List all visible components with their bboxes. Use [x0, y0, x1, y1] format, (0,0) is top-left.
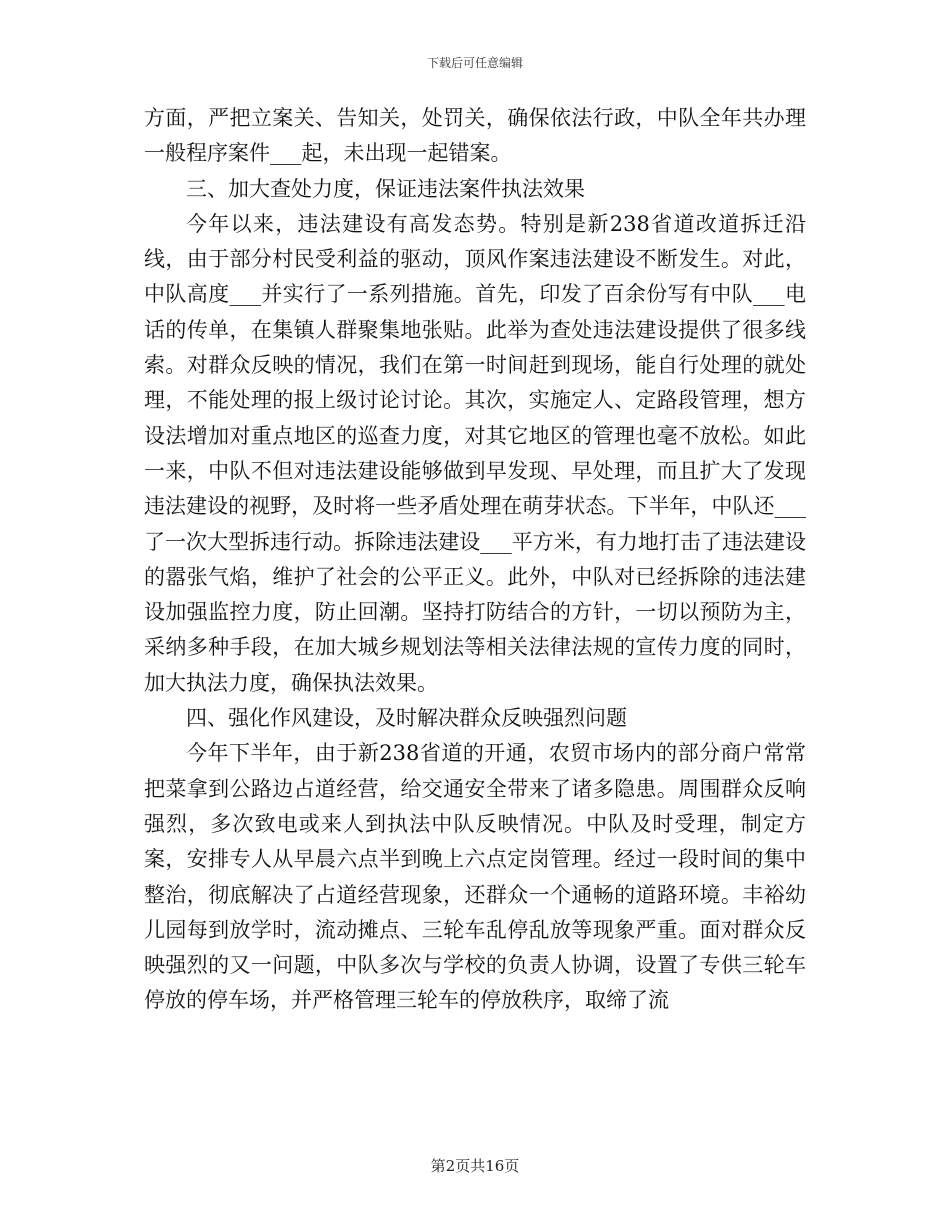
section-heading-4: 四、强化作风建设，及时解决群众反映强烈问题 [186, 706, 627, 731]
paragraph-2: 今年以来，违法建设有高发态势。特别是新238省道改道拆迁沿线，由于部分村民受利益的驱动，顶风作案违法建设不断发生。对此，中队高度___并实行了一系列措施。首先，印发了百余份写有中队___电话的传单，在集镇人群聚集地张贴。此举为查处违法建设提供了很多线索。对群众反映的情况，我们在第一时间赶到现场，能自行处理的就处理，不能处理的报上级讨论讨论。其次，实施定人、定路段管理，想方设法增加对重点地区的巡查力度，对其它地区的管理也毫不放松。如此一来，中队不但对违法建设能够做到早发现、早处理，而且扩大了发现违法建设的视野，及时将一些矛盾处理在萌芽状态。下半年，中队还___了一次大型拆违行动。拆除违法建设___平方米，有力地打击了违法建设的嚣张气焰，维护了社会的公平正义。此外，中队对已经拆除的违法建设加强监控力度，防止回潮。坚持打防结合的方针，一切以预防为主，采纳多种手段，在加大城乡规划法等相关法律法规的宣传力度的同时，加大执法力度，确保执法效果。 [144, 211, 806, 695]
paragraph-1: 方面，严把立案关、告知关，处罚关，确保依法行政，中队全年共办理一般程序案件___起，未出现一起错案。 [144, 106, 806, 166]
paragraph-3: 今年下半年，由于新238省道的开通，农贸市场内的部分商户常常把菜拿到公路边占道经营，给交通安全带来了诸多隐患。周围群众反响强烈，多次致电或来人到执法中队反映情况。中队及时受理，制定方案，安排专人从早晨六点半到晚上六点定岗管理。经过一段时间的集中整治，彻底解决了占道经营现象，还群众一个通畅的道路环境。丰裕幼儿园每到放学时，流动摊点、三轮车乱停乱放等现象严重。面对群众反映强烈的又一问题，中队多次与学校的负责人协调，设置了专供三轮车停放的停车场，并严格管理三轮车的停放秩序，取缔了流 [144, 741, 806, 1013]
document-body [144, 101, 806, 1019]
page-footer: 第2页共16页 [430, 1157, 520, 1175]
section-heading-3: 三、加大查处力度，保证违法案件执法效果 [186, 176, 585, 201]
page-header: 下载后可任意编辑 [426, 56, 523, 70]
